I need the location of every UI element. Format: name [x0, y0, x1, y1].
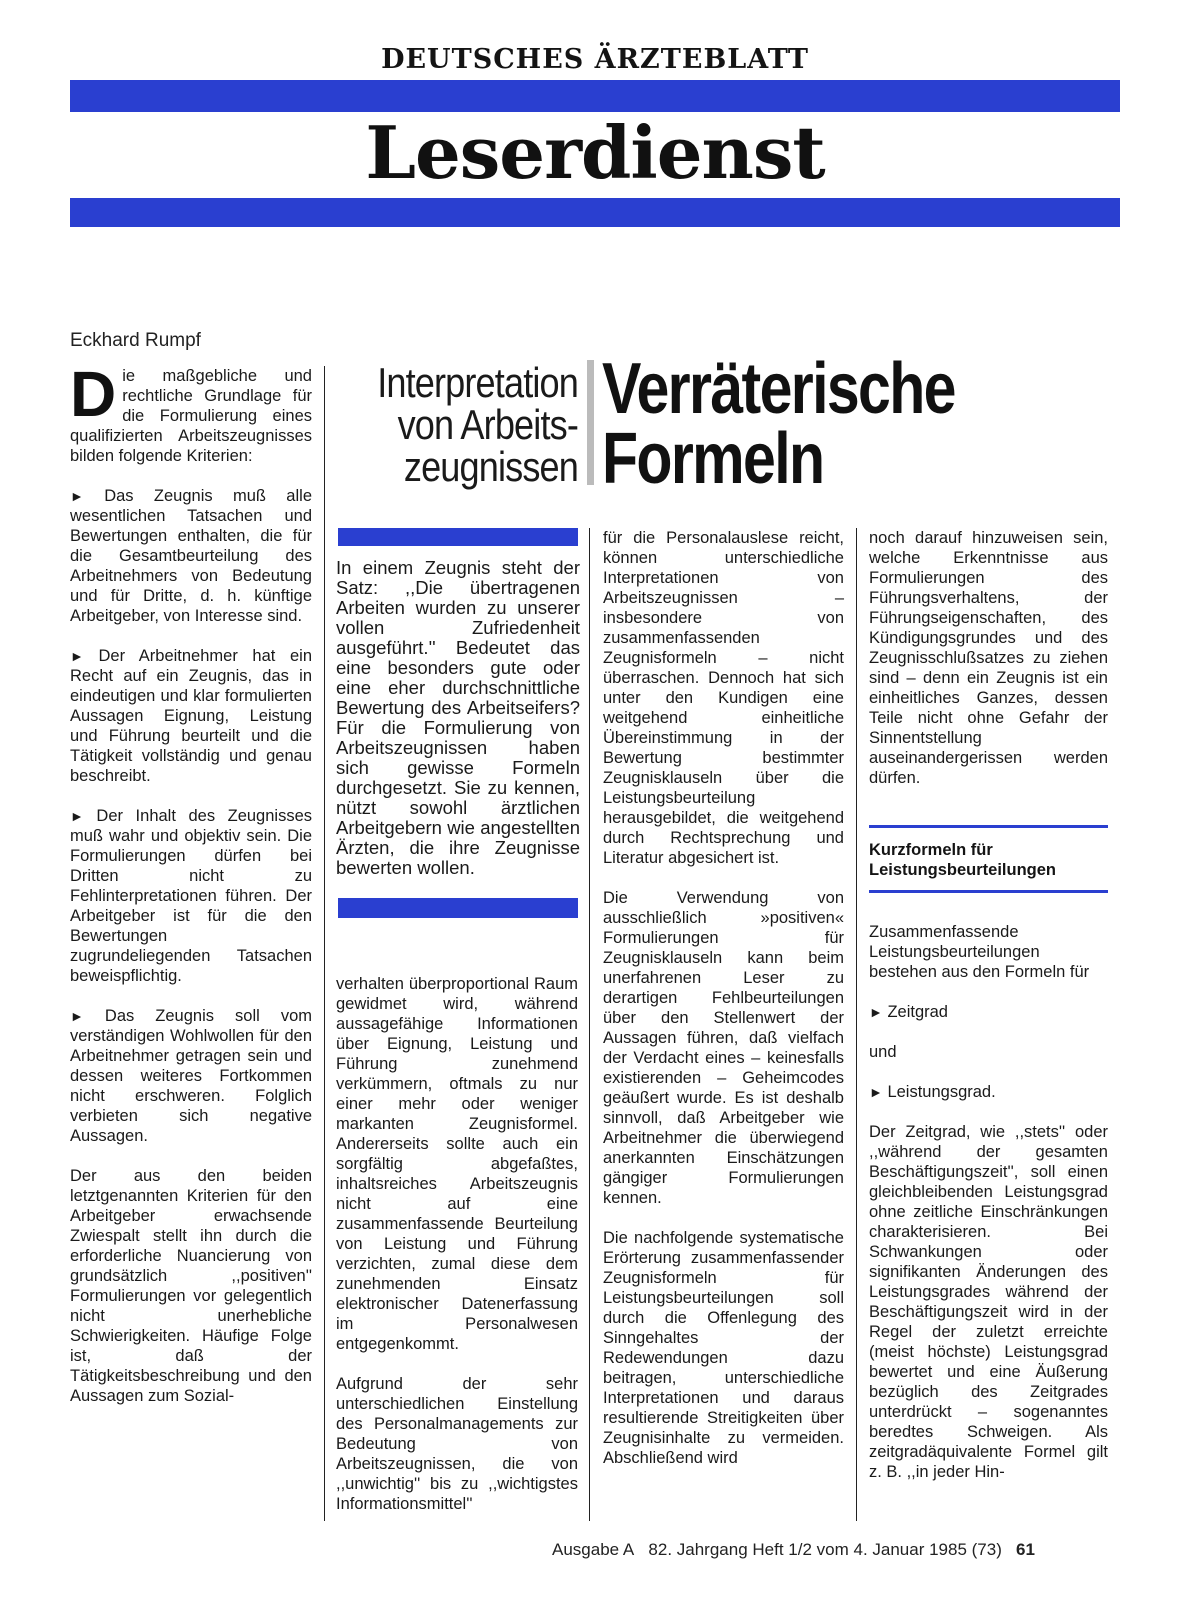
title-divider: [587, 360, 594, 485]
bullet-triangle-icon: ►: [869, 1084, 883, 1100]
footer-issue: 82. Jahrgang Heft 1/2 vom 4. Januar 1985 (73): [648, 1540, 1002, 1559]
connector-word: und: [869, 1043, 897, 1061]
intro-paragraph: [70, 358, 312, 466]
criterion-text: Das Zeugnis muß alle wesentlichen Tatsachen und Bewertungen enthalten, die für die Gesamtbeurteilung des Arbeitnehmers von Bedeutung und für Dritte, d. h. künftige Arbeitgeber, von Interesse sind.: [70, 487, 312, 625]
criterion-text: Der Inhalt des Zeugnisses muß wahr und objektiv sein. Die Formulierungen dürfen bei Dritten nicht zu Fehlinterpretationen führen. Der Arbeitgeber ist für die den Bewertungen zugrundeliegenden Tatsachen beweispflichtig.: [70, 807, 312, 985]
headline-line: Formeln: [602, 419, 824, 499]
body-paragraph: Zusammenfassende Leistungsbeurteilungen bestehen aus den Formeln für: [869, 923, 1090, 981]
criterion-text: Der Arbeitnehmer hat ein Recht auf ein Zeugnis, das in eindeutigen und klar formulierten Aussagen Eignung, Leistung und Führung beurteilt und die Tätigkeit vollständig und genau beschreibt.: [70, 647, 312, 785]
body-paragraph: Der aus den beiden letztgenannten Kriterien für den Arbeitgeber erwachsende Zwiespalt stellt ihn durch die erforderliche Nuancierung von grundsätzlich ,,positiven'' Formulierungen vor gelegentlich nicht unerhebliche Schwierigkeiten. Häufige Folge ist, daß der Tätigkeitsbeschreibung und den Aussagen zum Sozial-: [70, 1167, 312, 1405]
body-paragraph: Die Verwendung von ausschließlich »positiven« Formulierungen für Zeugnisklauseln kann beim unerfahrenen Leser zu derartigen Fehlbeurteilungen über den Stellenwert der Aussagen führen, daß vielfach der Verdacht eines – keinesfalls existierenden – Geheimcodes geäußert wurde. Es ist deshalb sinnvoll, daß Arbeitgeber wie Arbeitnehmer die überwiegend anerkannten Einschätzungen gängiger Formulierungen kennen.: [603, 889, 844, 1207]
subtitle-line: Interpretation: [377, 359, 578, 406]
page-footer: [552, 1540, 1035, 1560]
list-item: [869, 1082, 1108, 1102]
page-number: 61: [1016, 1540, 1035, 1559]
headline-line: Verräterische: [602, 349, 955, 429]
column-1: [70, 358, 312, 1406]
masthead-bar-top: [70, 80, 1120, 112]
list-item: [869, 1002, 1108, 1022]
subtitle-line: zeugnissen: [403, 443, 578, 490]
masthead: DEUTSCHES ÄRZTEBLATT: [381, 44, 809, 75]
bullet-triangle-icon: ►: [70, 648, 84, 664]
criterion-2: [70, 646, 312, 786]
article-headline: [602, 349, 955, 499]
subheading: Kurzformeln für Leistungsbeurteilungen: [869, 841, 1057, 879]
criterion-1: [70, 486, 312, 626]
subhead-rule-top: [869, 825, 1108, 828]
list-item-text: Zeitgrad: [887, 1003, 948, 1021]
intro-text: ie maßgebliche und rechtliche Grundlage für die Formulierung eines qualifizierten Arbeitszeugnisses bilden folgende Kriterien:: [70, 367, 312, 465]
criterion-3: [70, 806, 312, 986]
bullet-triangle-icon: ►: [70, 808, 84, 824]
criterion-text: Das Zeugnis soll vom verständigen Wohlwollen für den Arbeitnehmer getragen sein und dessen weiteres Fortkommen nicht erschweren. Folglich verbieten sich negative Aussagen.: [70, 1007, 312, 1145]
column-4-continued: [869, 922, 1108, 1482]
subtitle-line: von Arbeits-: [397, 401, 578, 448]
teaser-bar-top: [338, 528, 578, 546]
body-paragraph: Die nachfolgende systematische Erörterung zusammenfassender Zeugnisformeln für Leistungsbeurteilungen soll durch die Offenlegung des Sinngehaltes der Redewendungen dazu beitragen, unterschiedliche Interpretationen und daraus resultierende Streitigkeiten über Zeugnisinhalte zu vermeiden. Abschließend wird: [603, 1229, 844, 1467]
list-item-text: Leistungsgrad.: [887, 1083, 996, 1101]
teaser-text: In einem Zeugnis steht der Satz: ,,Die übertragenen Arbeiten wurden zu unserer vollen Zufriedenheit ausgeführt.'' Bedeutet das eine besonders gute oder eine eher durchschnittliche Bewertung des Arbeitseifers? Für die Formulierung von Arbeitszeugnissen haben sich gewisse Formeln durchgesetzt. Sie zu kennen, nützt sowohl ärztlichen Arbeitgebern wie angestellten Ärzten, die ihre Zeugnisse bewerten wollen.: [336, 557, 580, 878]
body-paragraph: Der Zeitgrad, wie ,,stets'' oder ,,während der gesamten Beschäftigungszeit'', soll einen gleichbleibenden Leistungsgrad ohne zeitliche Einschränkungen charakterisieren. Bei Schwankungen oder signifikanten Änderungen des Leistungsgrades während der Beschäftigungszeit wird in der Regel der zuletzt erreichte (meist höchste) Leistungsgrad bewertet und eine Äußerung bezüglich des Zeitgrades unterdrückt – sogenanntes beredtes Schweigen. Als zeitgradäquivalente Formel gilt z. B. ,,in jeder Hin-: [869, 1123, 1108, 1481]
drop-cap: D: [70, 358, 117, 430]
bullet-triangle-icon: ►: [70, 488, 84, 504]
criterion-4: [70, 1006, 312, 1146]
teaser-bar-bottom: [338, 898, 578, 918]
masthead-bar-bottom: [70, 198, 1120, 227]
body-paragraph: für die Personalauslese reicht, können unterschiedliche Interpretationen von Arbeitszeugnissen – insbesondere von zusammenfassenden Zeugnisformeln – nicht überraschen. Dennoch hat sich unter den Kundigen eine weitgehend einheitliche Übereinstimmung in der Bewertung bestimmter Zeugnisklauseln über die Leistungsbeurteilung herausgebildet, die weitgehend durch Rechtsprechung und Literatur abgesichert ist.: [603, 529, 844, 867]
article-subtitle: [368, 359, 578, 490]
column-4: [869, 528, 1108, 788]
section-title: Leserdienst: [365, 110, 825, 195]
author: Eckhard Rumpf: [70, 330, 201, 351]
column-2: [336, 974, 578, 1514]
body-paragraph: verhalten überproportional Raum gewidmet wird, während aussagefähige Informationen über Eignung, Leistung und Führung zunehmend verkümmern, oftmals zu nur einer mehr oder weniger markanten Zeugnisformel. Andererseits sollte auch ein sorgfältig abgefaßtes, inhaltsreiches Arbeitszeugnis nicht auf eine zusammenfassende Beurteilung von Leistung und Führung verzichten, zumal diese dem zunehmenden Einsatz elektronischer Datenerfassung im Personalwesen entgegenkommt.: [336, 975, 578, 1353]
column-rule: [856, 528, 857, 1521]
bullet-triangle-icon: ►: [869, 1004, 883, 1020]
footer-edition: Ausgabe A: [552, 1540, 635, 1559]
body-paragraph: noch darauf hinzuweisen sein, welche Erkenntnisse aus Formulierungen des Führungsverhaltens, der Führungseigenschaften, des Kündigungsgrundes und des Zeugnisschlußsatzes zu ziehen sind – denn ein Zeugnis ist ein einheitliches Ganzes, dessen Teile nicht ohne Gefahr der Sinnentstellung auseinandergerissen werden dürfen.: [869, 529, 1108, 787]
column-rule: [324, 366, 325, 1521]
subhead-rule-bottom: [869, 890, 1108, 893]
column-rule: [589, 528, 590, 1521]
body-paragraph: Aufgrund der sehr unterschiedlichen Einstellung des Personalmanagements zur Bedeutung von Arbeitszeugnissen, die von ,,unwichtig'' bis zu ,,wichtigstes Informationsmittel'': [336, 1375, 578, 1513]
bullet-triangle-icon: ►: [70, 1008, 84, 1024]
column-3: [603, 528, 844, 1468]
